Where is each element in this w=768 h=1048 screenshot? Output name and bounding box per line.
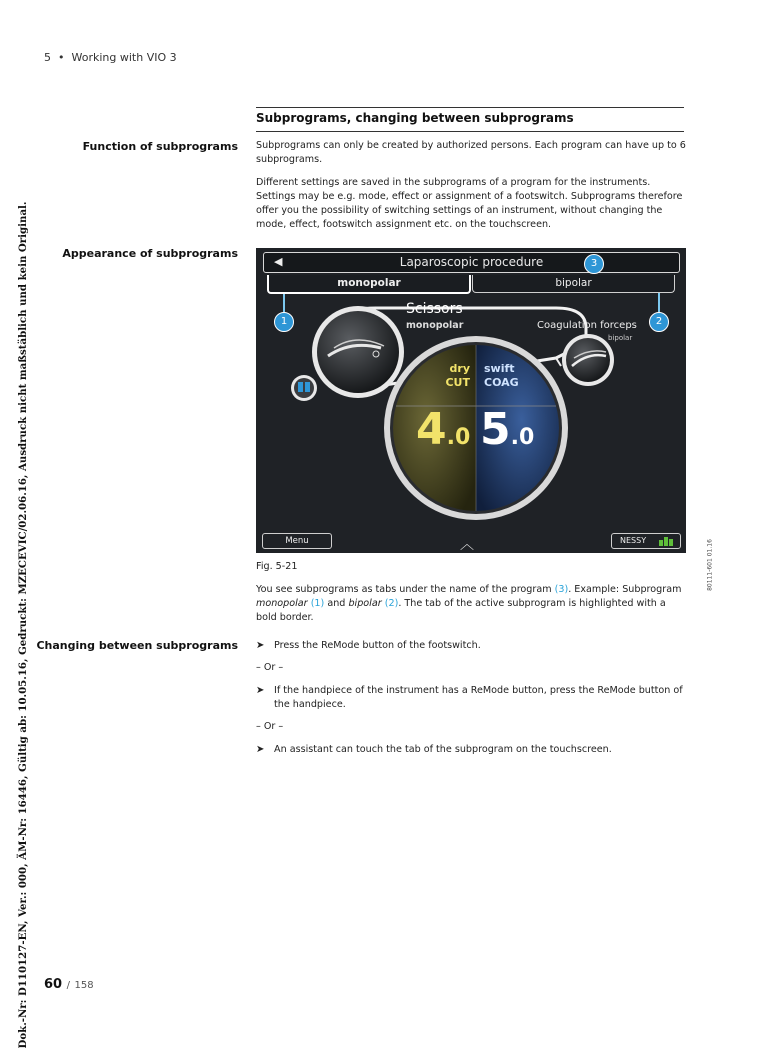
cut-value-dec: .0 <box>446 425 471 450</box>
function-p2-text: Different settings are saved in the subprograms of a program for the instruments. Settings may be e.g. mode, effect or assignment of a footswitch. Subprograms therefore offer you the possibility of switching settings of an instrument, without changing the mode, effect, footswitch assignment etc. on the touchscreen. <box>256 177 683 230</box>
device-screen-figure <box>256 248 686 553</box>
function-p1-text: Subprograms can only be created by authorized persons. Each program can have up to 6 subprograms. <box>256 140 686 165</box>
explanation-text <box>256 583 686 625</box>
side-note-text: Dok.-Nr: D110127-EN, Ver.: 000, ÄM-Nr: 16446, Gültig ab: 10.05.16, Gedruckt: MZECEVIC/02.06.16, Ausdruck nicht maßstäblich und kein Original. <box>17 201 29 1048</box>
coag-effect: swift <box>484 362 515 375</box>
step-3-text: An assistant can touch the tab of the subprogram on the touchscreen. <box>274 744 612 755</box>
function-label: Function of subprograms <box>82 140 238 153</box>
reference-2: (2) <box>384 598 399 609</box>
or-separator-1: – Or – <box>256 662 284 673</box>
document-side-note <box>8 201 38 1048</box>
instrument-name: Scissors <box>406 301 463 317</box>
step-1-text: Press the ReMode button of the footswitch. <box>274 640 481 651</box>
tab-bipolar[interactable] <box>472 275 675 293</box>
callout-1: 1 <box>274 312 294 332</box>
arrow-icon: ➤ <box>256 685 265 696</box>
step-1 <box>256 639 686 653</box>
cut-mode: CUT <box>445 376 470 389</box>
arrow-icon: ➤ <box>256 744 265 755</box>
chevron-up-icon[interactable]: ︿ <box>460 537 474 553</box>
nessy-label: NESSY <box>620 536 647 545</box>
chapter-number: 5 <box>44 51 51 64</box>
coag-value[interactable] <box>480 404 534 455</box>
explanation-part-3: and <box>324 598 349 609</box>
step-2-text: If the handpiece of the instrument has a ReMode button, press the ReMode button of the handpiece. <box>274 685 683 710</box>
tab-monopolar[interactable] <box>267 275 471 294</box>
explanation-part-2: . Example: Subprogram <box>568 584 682 595</box>
page-total: 158 <box>74 980 94 991</box>
explanation-part-4: . The tab of the active subprogram is highlighted with a bold border. <box>256 598 666 623</box>
page-number <box>44 977 94 992</box>
callout-2: 2 <box>649 312 669 332</box>
callout-3: 3 <box>584 254 604 274</box>
cut-effect: dry <box>449 362 470 375</box>
page-current: 60 <box>44 977 63 992</box>
coag-instrument-subprogram: bipolar <box>608 334 633 342</box>
cut-value[interactable] <box>416 404 470 455</box>
back-arrow-icon[interactable]: ◀ <box>274 255 283 268</box>
function-paragraph-1 <box>256 139 686 167</box>
nessy-button[interactable] <box>611 533 681 549</box>
instrument-subprogram: monopolar <box>406 320 464 331</box>
page-separator: / <box>66 980 70 991</box>
program-title: Laparoscopic procedure <box>399 255 544 269</box>
chapter-bullet: • <box>58 51 65 64</box>
tab-bipolar-label: bipolar <box>555 277 592 289</box>
explanation-paragraph <box>256 583 686 625</box>
arrow-icon: ➤ <box>256 640 265 651</box>
step-3 <box>256 743 686 757</box>
coag-value-dec: .0 <box>510 425 535 450</box>
coag-mode: COAG <box>484 376 519 389</box>
figure-caption: Fig. 5-21 <box>256 561 298 572</box>
chapter-title: Working with VIO 3 <box>71 51 177 64</box>
figure-code-text: 80111-601 01.16 <box>706 539 714 591</box>
chapter-header <box>44 51 177 64</box>
tab-monopolar-label: monopolar <box>337 277 401 289</box>
section-rule-bottom <box>256 131 684 132</box>
section-rule-top <box>256 107 684 108</box>
appearance-label: Appearance of subprograms <box>62 247 238 260</box>
section-title: Subprograms, changing between subprograms <box>256 111 574 125</box>
changing-label: Changing between subprograms <box>36 639 238 652</box>
or-separator-2: – Or – <box>256 721 284 732</box>
subprogram-bipolar: bipolar <box>348 598 382 609</box>
program-title-bar[interactable] <box>263 252 680 273</box>
nessy-bars-icon <box>658 536 674 546</box>
function-paragraph-2 <box>256 176 686 232</box>
explanation-part-1: You see subprograms as tabs under the name of the program <box>256 584 555 595</box>
reference-3: (3) <box>554 584 569 595</box>
step-2 <box>256 684 686 712</box>
coag-value-int: 5 <box>480 404 511 455</box>
subprogram-monopolar: monopolar <box>256 598 308 609</box>
coag-instrument-name: Coagulation forceps <box>537 320 637 331</box>
reference-1: (1) <box>310 598 325 609</box>
cut-value-int: 4 <box>416 404 447 455</box>
menu-button[interactable]: Menu <box>262 533 332 549</box>
figure-code <box>700 539 720 591</box>
